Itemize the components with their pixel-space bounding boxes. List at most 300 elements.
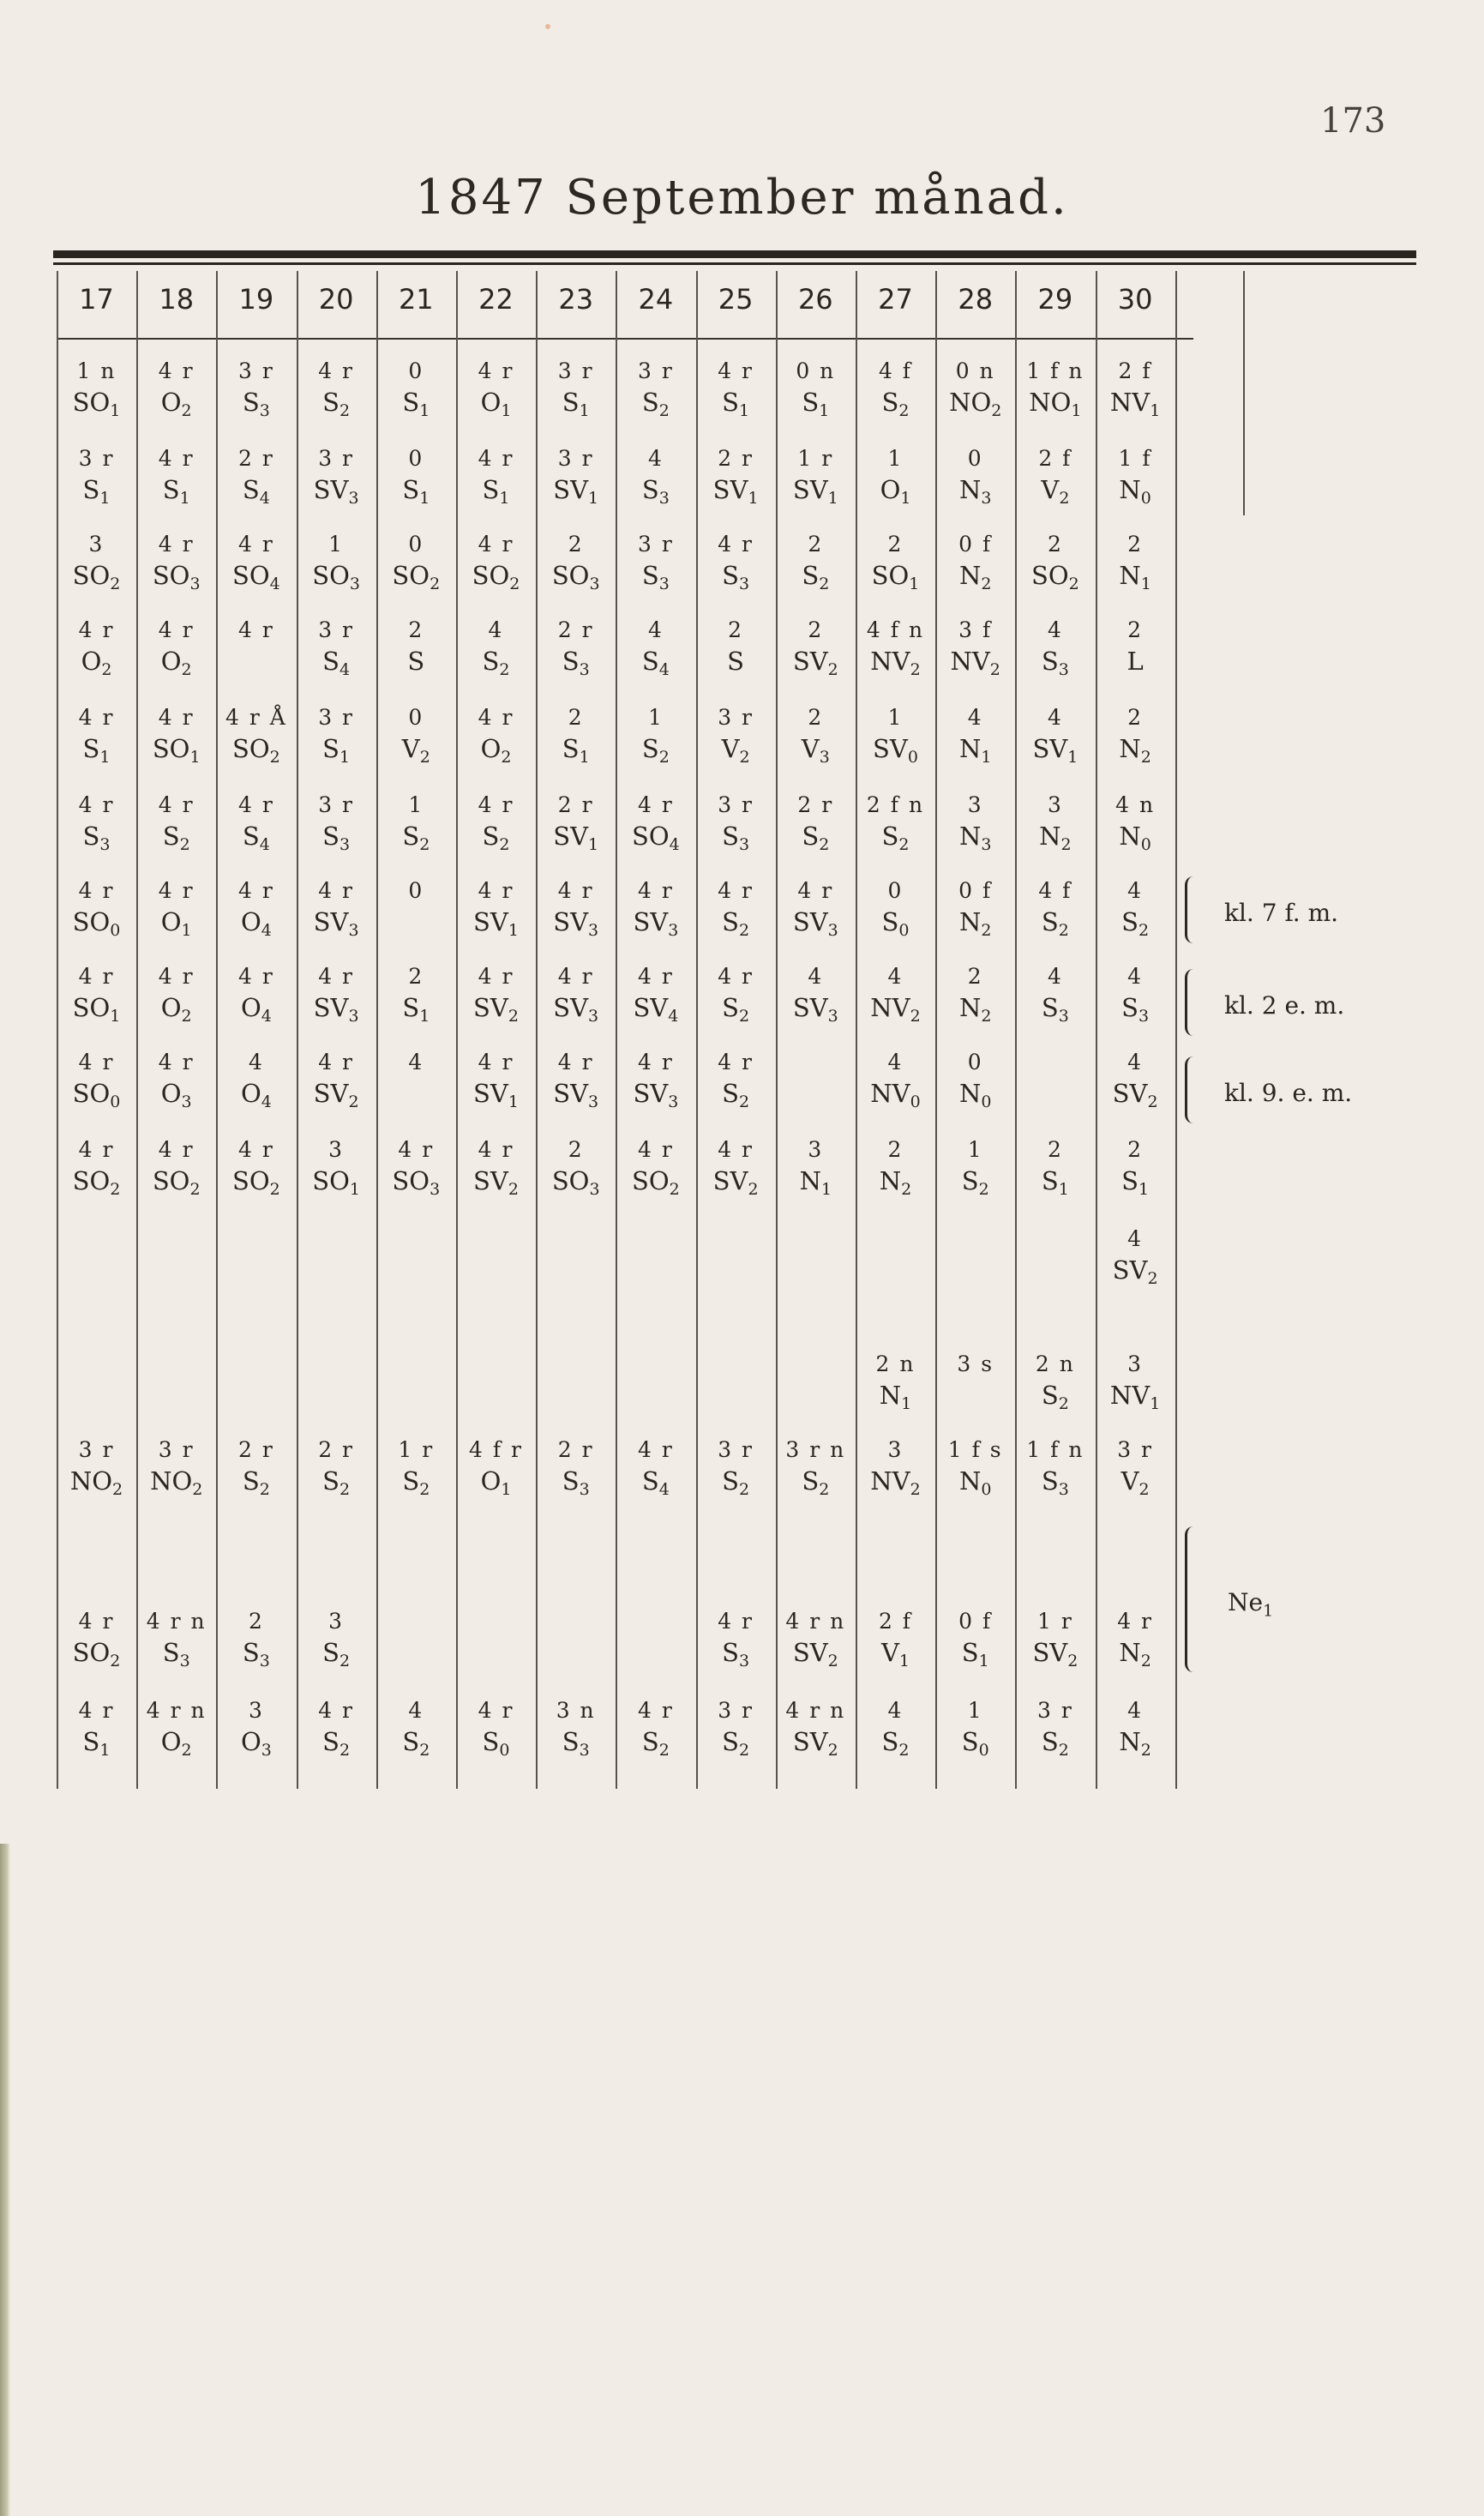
wind-code: $S_4$: [641, 1466, 670, 1499]
observation-cell: [1096, 880, 1175, 939]
wind-code: $S_2$: [722, 1466, 750, 1499]
wind-code: $S_0$: [881, 907, 910, 940]
wind-code: $SV_3$: [313, 475, 359, 508]
cloud-code: 4: [808, 964, 824, 989]
observation-cell: [1015, 1700, 1095, 1759]
wind-code: $N_0$: [1119, 822, 1151, 854]
wind-code: $S_1$: [722, 388, 750, 420]
cloud-code: 2: [1047, 1137, 1063, 1162]
observation-cell: [856, 1439, 935, 1498]
brace-3: [1185, 1056, 1199, 1123]
cloud-code: 4 r: [158, 1050, 195, 1074]
cloud-code: 4 r: [158, 1137, 195, 1162]
cloud-code: 4 r: [158, 964, 195, 989]
wind-code: $SV_3$: [313, 993, 359, 1026]
cloud-code: 2: [808, 532, 824, 557]
cloud-code: 4 r: [237, 878, 274, 903]
observation-cell: [935, 448, 1015, 507]
wind-code: $S_1$: [1041, 1166, 1069, 1199]
observation-cell: [297, 794, 376, 853]
wind-code: $NO_2$: [150, 1466, 203, 1499]
observation-cell: [456, 880, 536, 939]
observation-cell: [136, 619, 216, 678]
wind-code: $S_2$: [722, 993, 750, 1026]
note-time-1: kl. 7 f. m.: [1224, 899, 1339, 927]
wind-code: $SV_2$: [792, 1727, 838, 1760]
observation-cell: [376, 966, 456, 1025]
cloud-code: 2: [568, 532, 584, 557]
cloud-code: 4 r: [78, 964, 115, 989]
cloud-code: 4: [1047, 964, 1063, 989]
column-header: 30: [1117, 283, 1153, 316]
wind-code: $S_4$: [242, 475, 270, 508]
cloud-code: 4: [1127, 964, 1144, 989]
wind-code: $V_2$: [721, 734, 750, 767]
cloud-code: 3 s: [957, 1351, 994, 1376]
observation-cell: [297, 707, 376, 766]
ink-mark: [545, 24, 550, 29]
cloud-code: 4 r: [158, 446, 195, 471]
observation-cell: [616, 1439, 695, 1498]
cloud-code: 4 r: [557, 1050, 594, 1074]
wind-code: $S_3$: [562, 1466, 590, 1499]
wind-code: $NV_0$: [870, 1079, 921, 1111]
observation-cell: [57, 966, 136, 1025]
wind-code: $N_1$: [799, 1166, 832, 1199]
observation-cell: [297, 533, 376, 593]
observation-cell: [297, 1610, 376, 1670]
observation-cell: [696, 1051, 776, 1111]
cloud-code: 3 r: [557, 446, 594, 471]
cloud-code: 3 r: [718, 792, 754, 817]
cloud-code: 3 r: [637, 532, 674, 557]
wind-code: $S_2$: [881, 388, 910, 420]
cloud-code: 1 f n: [1026, 358, 1084, 383]
wind-code: $SV_2$: [1112, 1255, 1158, 1288]
cloud-code: 3 r n: [785, 1437, 846, 1462]
cloud-code: 4: [488, 617, 504, 642]
observation-cell: [1015, 1139, 1095, 1198]
observation-cell: [456, 707, 536, 766]
cloud-code: 2 r: [557, 1437, 594, 1462]
column-header: 18: [159, 283, 195, 316]
wind-code: $S_3$: [1121, 993, 1150, 1026]
wind-code: $V_2$: [1041, 475, 1070, 508]
cloud-code: 0: [408, 705, 424, 730]
cloud-code: 4 r: [158, 617, 195, 642]
wind-code: $SV_3$: [633, 1079, 679, 1111]
observation-cell: [136, 880, 216, 939]
wind-code: $SO_2$: [232, 1166, 280, 1199]
wind-code: $S_3$: [562, 647, 590, 679]
wind-code: $SV_2$: [473, 1166, 519, 1199]
cloud-code: 2 r: [237, 446, 274, 471]
observation-cell: [696, 619, 776, 674]
observation-cell: [616, 966, 695, 1025]
observation-cell: [297, 360, 376, 419]
wind-code: $SO_2$: [392, 561, 441, 593]
observation-cell: [536, 360, 616, 419]
observation-cell: [1015, 360, 1095, 419]
observation-cell: [376, 619, 456, 674]
observation-cell: [856, 1353, 935, 1412]
binding-edge: [0, 1844, 10, 2516]
cloud-code: 2: [808, 705, 824, 730]
wind-code: $SO_2$: [232, 734, 280, 767]
cloud-code: 4 r: [718, 1137, 754, 1162]
cloud-code: 2 r: [318, 1437, 354, 1462]
cloud-code: 0: [408, 358, 424, 383]
cloud-code: 3 r: [1036, 1698, 1073, 1723]
wind-code: $S_4$: [242, 822, 270, 854]
wind-code: $O_2$: [160, 993, 192, 1026]
observation-cell: [376, 533, 456, 593]
observation-cell: [136, 707, 216, 766]
cloud-code: 4 r: [718, 1050, 754, 1074]
observation-cell: [136, 1439, 216, 1498]
observation-cell: [136, 533, 216, 593]
note-time-3: kl. 9. e. m.: [1224, 1079, 1353, 1107]
cloud-code: 4 r: [78, 1698, 115, 1723]
cloud-code: 0: [408, 532, 424, 557]
cloud-code: 4 r Å: [225, 705, 287, 730]
observation-cell: [856, 1051, 935, 1111]
wind-code: $S_3$: [242, 388, 270, 420]
cloud-code: 4 r: [318, 358, 354, 383]
observation-cell: [856, 619, 935, 678]
observation-cell: [1096, 619, 1175, 674]
observation-cell: [297, 1700, 376, 1759]
cloud-code: 4 r: [237, 1137, 274, 1162]
observation-cell: [776, 794, 856, 853]
wind-code: $S_2$: [402, 822, 430, 854]
observation-cell: [856, 360, 935, 419]
cloud-code: 2 f: [1118, 358, 1152, 383]
cloud-code: 4 r: [718, 1609, 754, 1634]
cloud-code: 2: [568, 705, 584, 730]
wind-code: $O_4$: [240, 907, 272, 940]
observation-cell: [1096, 1051, 1175, 1111]
observation-cell: [776, 1610, 856, 1670]
observation-cell: [216, 619, 296, 649]
cloud-code: 0: [967, 1050, 983, 1074]
cloud-code: 4 r: [318, 878, 354, 903]
cloud-code: 4 r: [78, 617, 115, 642]
cloud-code: 4 r: [478, 446, 514, 471]
observation-cell: [776, 880, 856, 939]
wind-code: $N_2$: [958, 993, 992, 1026]
cloud-code: 1: [887, 446, 904, 471]
wind-code: $O_1$: [160, 907, 192, 940]
observation-cell: [456, 448, 536, 507]
cloud-code: 3: [1127, 1351, 1144, 1376]
cloud-code: 1 n: [76, 358, 117, 383]
cloud-code: 4 r: [637, 964, 674, 989]
observation-cell: [776, 966, 856, 1025]
column-header: 23: [558, 283, 594, 316]
observation-cell: [57, 448, 136, 507]
observation-cell: [57, 707, 136, 766]
wind-code: $O_2$: [81, 647, 112, 679]
observation-cell: [616, 1700, 695, 1759]
observation-cell: [136, 1610, 216, 1670]
cloud-code: 4 r n: [146, 1609, 207, 1634]
wind-code: $NO_2$: [69, 1466, 123, 1499]
wind-code: $SV_1$: [792, 475, 838, 508]
wind-code: $S_2$: [402, 1727, 430, 1760]
observation-cell: [57, 619, 136, 678]
cloud-code: 3 r: [158, 1437, 195, 1462]
observation-cell: [216, 794, 296, 853]
observation-cell: [696, 707, 776, 766]
observation-cell: [776, 707, 856, 766]
cloud-code: 3 r: [78, 446, 115, 471]
wind-code: $S_1$: [562, 734, 590, 767]
wind-code: $N_2$: [879, 1166, 912, 1199]
cloud-code: 4 r n: [785, 1609, 846, 1634]
cloud-code: 4: [647, 446, 664, 471]
observation-cell: [57, 1700, 136, 1759]
wind-code: $SO_3$: [551, 1166, 600, 1199]
observation-cell: [1096, 794, 1175, 853]
wind-code: $S_3$: [722, 822, 750, 854]
note-ne: $Ne_1$: [1228, 1588, 1274, 1621]
cloud-code: 3: [328, 1137, 345, 1162]
wind-code: $S_3$: [1041, 993, 1069, 1026]
wind-code: $S_2$: [1121, 907, 1150, 940]
observation-cell: [136, 1700, 216, 1759]
cloud-code: 4 r: [318, 1698, 354, 1723]
cloud-code: 4: [887, 1698, 904, 1723]
wind-code: $V_3$: [801, 734, 830, 767]
observation-cell: [297, 448, 376, 507]
observation-cell: [856, 707, 935, 766]
observation-cell: [456, 1051, 536, 1111]
observation-cell: [856, 880, 935, 939]
observation-cell: [57, 360, 136, 419]
cloud-code: 4 r: [797, 878, 834, 903]
observation-cell: [616, 360, 695, 419]
cloud-code: 1 r: [1036, 1609, 1073, 1634]
wind-code: $N_3$: [958, 475, 992, 508]
wind-code: $NO_1$: [1029, 388, 1082, 420]
observation-cell: [616, 533, 695, 593]
wind-code: $S_3$: [1041, 1466, 1069, 1499]
brace-1: [1185, 876, 1199, 943]
observation-cell: [1015, 448, 1095, 507]
cloud-code: 4 r: [158, 358, 195, 383]
wind-code: $S_2$: [242, 1466, 270, 1499]
cloud-code: 4 r: [478, 792, 514, 817]
observation-cell: [216, 1139, 296, 1198]
observation-cell: [776, 619, 856, 678]
observation-cell: [856, 448, 935, 507]
cloud-code: 4 r n: [785, 1698, 846, 1723]
wind-code: $S_2$: [802, 561, 830, 593]
observation-cell: [456, 1700, 536, 1759]
observation-cell: [376, 880, 456, 910]
page-title: 1847 September månad.: [415, 170, 1069, 226]
column-header: 28: [958, 283, 994, 316]
cloud-code: 3: [328, 1609, 345, 1634]
wind-code: $V_1$: [880, 1638, 910, 1670]
wind-code: $SV_3$: [633, 907, 679, 940]
cloud-code: 4 r: [78, 705, 115, 730]
observation-cell: [297, 880, 376, 939]
observation-cell: [696, 1610, 776, 1670]
observation-cell: [57, 1139, 136, 1198]
cloud-code: 3 r: [318, 792, 354, 817]
cloud-code: 0: [408, 446, 424, 471]
cloud-code: 1 r: [797, 446, 834, 471]
cloud-code: 2: [248, 1609, 264, 1634]
cloud-code: 2 n: [875, 1351, 916, 1376]
observation-cell: [696, 966, 776, 1025]
wind-code: $S_3$: [242, 1638, 270, 1670]
observation-cell: [935, 533, 1015, 593]
wind-code: S: [407, 647, 425, 676]
observation-cell: [696, 794, 776, 853]
wind-code: $S_2$: [722, 907, 750, 940]
observation-cell: [856, 794, 935, 853]
cloud-code: 0: [967, 446, 983, 471]
wind-code: $S_3$: [562, 1727, 590, 1760]
observation-cell: [216, 360, 296, 419]
cloud-code: 1: [887, 705, 904, 730]
wind-code: $N_2$: [1039, 822, 1072, 854]
observation-cell: [376, 1139, 456, 1198]
cloud-code: 4 r: [557, 964, 594, 989]
wind-code: $S_1$: [482, 475, 510, 508]
wind-code: $O_2$: [160, 1727, 192, 1760]
wind-code: $N_2$: [1119, 1638, 1151, 1670]
wind-code: $SO_2$: [472, 561, 520, 593]
observation-cell: [616, 1139, 695, 1198]
observation-cell: [616, 1051, 695, 1111]
cloud-code: 4: [1047, 617, 1063, 642]
wind-code: $S_2$: [1041, 1381, 1069, 1413]
observation-cell: [935, 1439, 1015, 1498]
cloud-code: 0 f: [958, 532, 993, 557]
wind-code: $O_4$: [240, 1079, 272, 1111]
cloud-code: 1 r: [398, 1437, 435, 1462]
observation-cell: [536, 1439, 616, 1498]
cloud-code: 4 r: [637, 1050, 674, 1074]
wind-code: $SV_3$: [553, 993, 599, 1026]
cloud-code: 3 r: [718, 1698, 754, 1723]
cloud-code: 4 f: [878, 358, 913, 383]
cloud-code: 2: [408, 617, 424, 642]
observation-cell: [616, 794, 695, 853]
cloud-code: 4: [647, 617, 664, 642]
brace-4: [1185, 1526, 1199, 1672]
observation-cell: [297, 1439, 376, 1498]
cloud-code: 2 n: [1035, 1351, 1075, 1376]
wind-code: $S_0$: [961, 1727, 989, 1760]
wind-code: $S_1$: [402, 388, 430, 420]
observation-cell: [935, 1700, 1015, 1759]
cloud-code: 4 r: [718, 532, 754, 557]
cloud-code: 3 r: [637, 358, 674, 383]
wind-code: $SV_3$: [553, 907, 599, 940]
wind-code: $SO_3$: [551, 561, 600, 593]
cloud-code: 2: [1127, 532, 1144, 557]
wind-code: $SO_2$: [72, 1638, 121, 1670]
observation-cell: [935, 619, 1015, 678]
wind-code: $S_1$: [961, 1638, 989, 1670]
cloud-code: 4 r: [478, 705, 514, 730]
cloud-code: 4 r: [718, 964, 754, 989]
cloud-code: 4 f n: [866, 617, 925, 642]
wind-code: $S_3$: [162, 1638, 190, 1670]
wind-code: $S_3$: [722, 561, 750, 593]
observation-cell: [136, 966, 216, 1025]
cloud-code: 2 r: [557, 617, 594, 642]
observation-cell: [935, 707, 1015, 766]
observation-cell: [297, 1051, 376, 1111]
header-rule: [57, 338, 1193, 340]
cloud-code: 2: [408, 964, 424, 989]
wind-code: $SO_2$: [1031, 561, 1079, 593]
wind-code: $N_0$: [958, 1079, 992, 1111]
observation-cell: [1096, 360, 1175, 419]
cloud-code: 2 r: [237, 1437, 274, 1462]
wind-code: $S_2$: [1041, 907, 1069, 940]
wind-code: $S_2$: [1041, 1727, 1069, 1760]
observation-cell: [216, 880, 296, 939]
wind-code: $S_2$: [961, 1166, 989, 1199]
observation-cell: [616, 880, 695, 939]
wind-code: $S_2$: [802, 1466, 830, 1499]
wind-code: $S_1$: [82, 475, 111, 508]
observation-cell: [216, 1439, 296, 1498]
wind-code: $N_2$: [1119, 1727, 1151, 1760]
observation-cell: [216, 448, 296, 507]
wind-code: $S_2$: [881, 822, 910, 854]
cloud-code: 2: [728, 617, 744, 642]
wind-code: $NV_2$: [870, 647, 921, 679]
observation-cell: [376, 1439, 456, 1498]
observation-cell: [1096, 1700, 1175, 1759]
wind-code: $SV_2$: [792, 647, 838, 679]
wind-code: $SV_1$: [553, 822, 599, 854]
cloud-code: 2 f: [878, 1609, 913, 1634]
wind-code: $SV_1$: [553, 475, 599, 508]
observation-cell: [216, 707, 296, 766]
brace-2: [1185, 969, 1199, 1036]
observation-cell: [1096, 1139, 1175, 1198]
wind-code: $S_2$: [641, 734, 670, 767]
observation-cell: [776, 448, 856, 507]
wind-code: $SO_1$: [152, 734, 201, 767]
observation-cell: [1096, 533, 1175, 593]
observation-cell: [376, 794, 456, 853]
observation-cell: [935, 1353, 1015, 1383]
column-header: 24: [638, 283, 674, 316]
observation-cell: [376, 707, 456, 766]
observation-cell: [216, 533, 296, 593]
observation-cell: [57, 880, 136, 939]
cloud-code: 4: [887, 1050, 904, 1074]
observation-cell: [57, 1439, 136, 1498]
wind-code: $SO_3$: [392, 1166, 441, 1199]
cloud-code: 3 r: [237, 358, 274, 383]
cloud-code: 1: [967, 1137, 983, 1162]
cloud-code: 4 r: [1117, 1609, 1153, 1634]
wind-code: $S_1$: [802, 388, 830, 420]
observation-cell: [536, 448, 616, 507]
wind-code: $S_2$: [322, 1466, 351, 1499]
